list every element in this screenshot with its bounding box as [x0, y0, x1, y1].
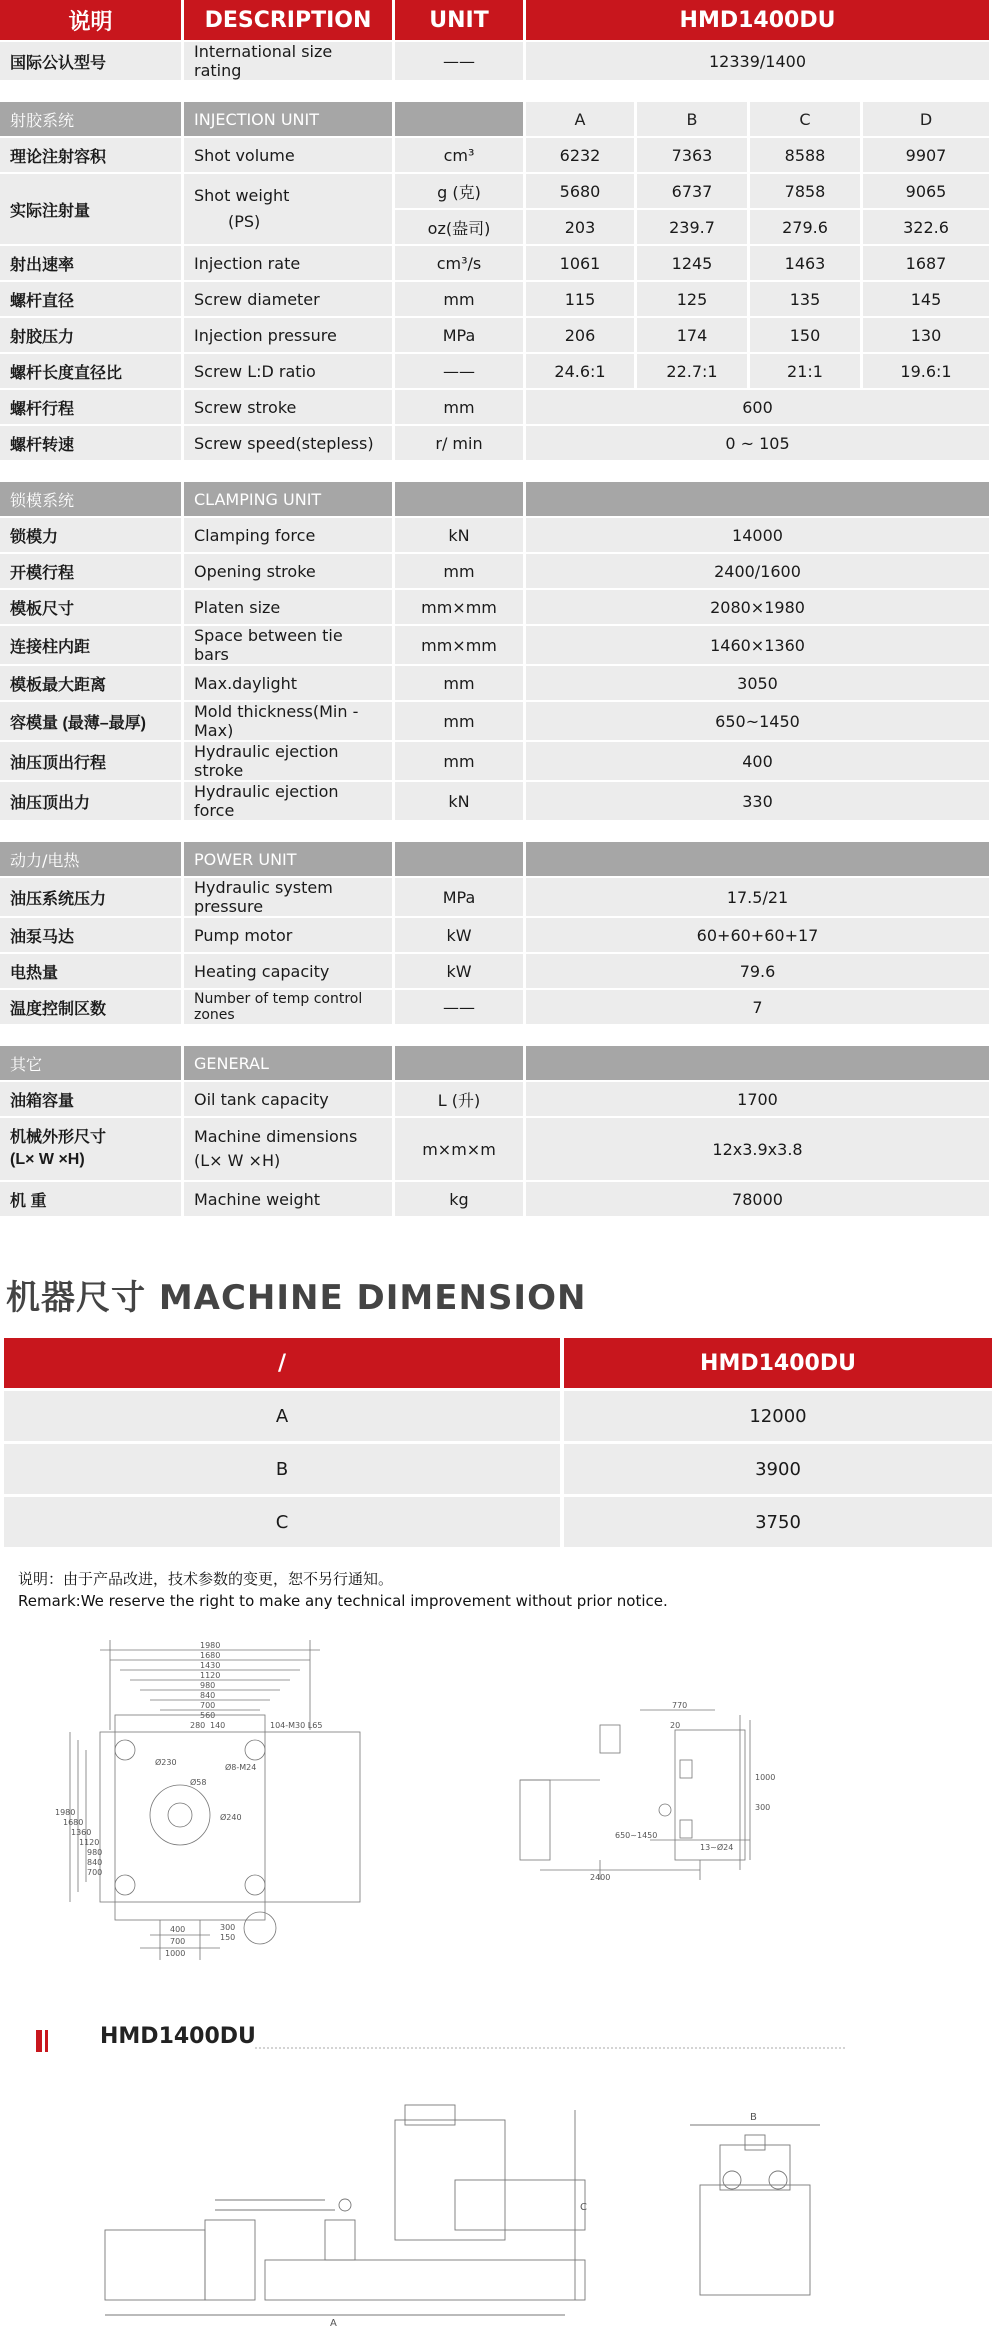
value-a: 6232: [526, 138, 634, 172]
row-label-cn: 螺杆长度直径比: [0, 354, 181, 388]
table-row: [0, 702, 989, 740]
dim-label: 700: [170, 1937, 186, 1946]
dim-label: 1120: [200, 1671, 221, 1680]
row-label-cn: 油泵马达: [0, 918, 181, 952]
row-unit: mm: [395, 390, 523, 424]
dim-label: B: [4, 1444, 560, 1494]
row-unit: ——: [395, 354, 523, 388]
header-description: DESCRIPTION: [184, 0, 392, 40]
top-frame: [405, 2105, 455, 2125]
dim-label: 1980: [55, 1808, 76, 1817]
col-a: A: [526, 102, 634, 136]
value-a: 1061: [526, 246, 634, 280]
section-label-en: CLAMPING UNIT: [184, 482, 392, 516]
section-label-en: INJECTION UNIT: [184, 102, 392, 136]
pump-unit: [325, 2220, 355, 2260]
dim-label: 840: [87, 1858, 103, 1867]
dim-letter-c: C: [580, 2202, 587, 2213]
front-top: [720, 2145, 790, 2190]
row-label-cn: 模板最大距离: [0, 666, 181, 700]
platen-inner: [115, 1715, 265, 1920]
table-row: [0, 1182, 989, 1216]
dim-label: Ø240: [220, 1813, 242, 1822]
tie-bar-hole: [115, 1875, 135, 1895]
row-label-cn: 机 重: [0, 1182, 181, 1216]
center-hole: [168, 1803, 192, 1827]
row-unit: kg: [395, 1182, 523, 1216]
row-unit: kW: [395, 954, 523, 988]
value-b: 1245: [637, 246, 747, 280]
row-value: 650~1450: [526, 702, 989, 740]
row-value: 12x3.9x3.8: [526, 1118, 989, 1180]
dim-label: 1430: [200, 1661, 221, 1670]
row-label-en: Injection rate: [184, 246, 392, 280]
row-unit: L (升): [395, 1082, 523, 1116]
row-unit: cm³/s: [395, 246, 523, 280]
row-label-cn: 连接柱内距: [0, 626, 181, 664]
row-label-en: Screw stroke: [184, 390, 392, 424]
heading-divider: [255, 2046, 845, 2050]
value-d: 9065: [863, 174, 989, 208]
machine-front-view: [680, 2105, 840, 2315]
row-label-cn: 螺杆行程: [0, 390, 181, 424]
table-row: [0, 554, 989, 588]
row-value: 17.5/21: [526, 878, 989, 916]
row-value: 330: [526, 782, 989, 820]
row-unit: mm: [395, 554, 523, 588]
row-label-en: Clamping force: [184, 518, 392, 552]
platen-block: [680, 1820, 692, 1838]
dim-label: 140: [210, 1721, 226, 1730]
pulley: [339, 2199, 351, 2211]
row-unit: r/ min: [395, 426, 523, 460]
dim-label: 1360: [71, 1828, 92, 1837]
section-general: [0, 1046, 989, 1080]
header-unit: UNIT: [395, 0, 523, 40]
table-row: [0, 666, 989, 700]
remark-cn: 说明：由于产品改进，技术参数的变更，恕不另行通知。: [18, 1570, 394, 1588]
row-value: 3050: [526, 666, 989, 700]
row-label-cn: 射胶压力: [0, 318, 181, 352]
table-row: [0, 742, 989, 780]
moving-platen: [675, 1730, 745, 1860]
table-row: [0, 282, 989, 316]
row-unit: ——: [395, 42, 523, 80]
row-label-en: Hydraulic system pressure: [184, 878, 392, 916]
value-d: 322.6: [863, 210, 989, 244]
row-value: 1700: [526, 1082, 989, 1116]
dim-label: 700: [200, 1701, 216, 1710]
section-power: [0, 842, 989, 876]
header-model: HMD1400DU: [526, 0, 989, 40]
tie-bar-hole: [245, 1740, 265, 1760]
row-unit: kN: [395, 518, 523, 552]
row-label-cn: 油压顶出行程: [0, 742, 181, 780]
dim-label: 20: [670, 1721, 681, 1730]
platen-drawing: [55, 1630, 440, 1970]
row-label-cn: 油压顶出力: [0, 782, 181, 820]
value-b: 174: [637, 318, 747, 352]
dim-header-model: HMD1400DU: [564, 1338, 992, 1388]
row-label-en: Screw diameter: [184, 282, 392, 316]
dim-label: 1980: [200, 1641, 221, 1650]
row-label-en: Machine weight: [184, 1182, 392, 1216]
nozzle-detail: [244, 1912, 276, 1944]
value-c: 21:1: [750, 354, 860, 388]
section-label-cn: 射胶系统: [0, 102, 181, 136]
row-label-cn: 实际注射量: [0, 174, 181, 244]
machine-side-view: [95, 2090, 595, 2330]
dim-label: Ø8-M24: [225, 1763, 257, 1772]
dim-value: 3750: [564, 1497, 992, 1547]
row-label-cn: 电热量: [0, 954, 181, 988]
row-value: 79.6: [526, 954, 989, 988]
value-c: 279.6: [750, 210, 860, 244]
dims-label-cn: 机械外形尺寸: [10, 1129, 107, 1146]
row-value: 400: [526, 742, 989, 780]
row-unit: mm: [395, 282, 523, 316]
value-a: 5680: [526, 174, 634, 208]
value-c: 7858: [750, 174, 860, 208]
row-label-en: Shot volume: [184, 138, 392, 172]
row-label-en: [184, 1118, 392, 1180]
dim-letter-a: A: [330, 2318, 337, 2329]
row-unit: MPa: [395, 318, 523, 352]
table-row: [0, 1118, 989, 1180]
row-label-cn: [0, 1118, 181, 1180]
row-unit: g (克): [395, 174, 523, 208]
tie-bar-section: [455, 2180, 585, 2230]
nozzle: [659, 1804, 671, 1816]
dims-label-cn-2: (L× W ×H): [10, 1151, 85, 1168]
table-row: [0, 990, 989, 1024]
row-label-cn: 开模行程: [0, 554, 181, 588]
dim-label: 840: [200, 1691, 216, 1700]
table-row: [0, 390, 989, 424]
row-label-en: Hydraulic ejection stroke: [184, 742, 392, 780]
row-unit: kW: [395, 918, 523, 952]
dim-label: 300: [220, 1923, 236, 1932]
value-c: 8588: [750, 138, 860, 172]
remark: [18, 1568, 668, 1612]
table-header: [0, 0, 989, 40]
section-label-cn: 其它: [0, 1046, 181, 1080]
header-cn: 说明: [0, 0, 181, 40]
injection-unit-base: [105, 2230, 205, 2300]
row-unit: MPa: [395, 878, 523, 916]
col-c: C: [750, 102, 860, 136]
section-label-cn: 动力/电热: [0, 842, 181, 876]
dim-label: Ø58: [190, 1778, 207, 1787]
dimension-header: [4, 1338, 992, 1388]
table-row: [0, 426, 989, 460]
dims-label-en: Machine dimensions: [194, 1127, 358, 1146]
row-label-cn: 螺杆直径: [0, 282, 181, 316]
dim-label: 700: [87, 1868, 103, 1877]
row-label-en: Screw L:D ratio: [184, 354, 392, 388]
row-label-en: Hydraulic ejection force: [184, 782, 392, 820]
row-label-cn: 容模量 (最薄–最厚): [0, 702, 181, 740]
dim-label: 1000: [755, 1773, 776, 1782]
table-row: [0, 1082, 989, 1116]
model-heading: HMD1400DU: [100, 2024, 256, 2049]
table-row: [0, 42, 989, 80]
dim-value: 12000: [564, 1391, 992, 1441]
shot-weight-ps: (PS): [228, 212, 261, 231]
row-label-cn: 油压系统压力: [0, 878, 181, 916]
dimension-table: [0, 1335, 996, 1550]
row-label-cn: 模板尺寸: [0, 590, 181, 624]
row-label-en: Injection pressure: [184, 318, 392, 352]
row-label-en: Opening stroke: [184, 554, 392, 588]
front-hopper: [745, 2135, 765, 2150]
row-unit: mm×mm: [395, 626, 523, 664]
col-b: B: [637, 102, 747, 136]
platen-block: [680, 1760, 692, 1778]
dim-label: 1120: [79, 1838, 100, 1847]
red-bar-icon: [36, 2030, 54, 2052]
dim-label: 1680: [63, 1818, 84, 1827]
table-row: [0, 954, 989, 988]
hopper-area: [205, 2220, 255, 2300]
table-row: [0, 354, 989, 388]
dim-label: Ø230: [155, 1758, 177, 1767]
section-label-en: GENERAL: [184, 1046, 392, 1080]
table-row: [0, 878, 989, 916]
value-a: 203: [526, 210, 634, 244]
value-c: 135: [750, 282, 860, 316]
table-row: [0, 318, 989, 352]
tie-bar-hole: [115, 1740, 135, 1760]
row-label-cn: 螺杆转速: [0, 426, 181, 460]
row-unit: m×m×m: [395, 1118, 523, 1180]
row-value: 2400/1600: [526, 554, 989, 588]
value-a: 206: [526, 318, 634, 352]
row-unit: mm: [395, 666, 523, 700]
value-a: 115: [526, 282, 634, 316]
row-label-en: Number of temp control zones: [184, 990, 392, 1024]
row-label-cn: 国际公认型号: [0, 42, 181, 80]
dim-label: 770: [672, 1701, 688, 1710]
side-drawing: [500, 1700, 860, 1920]
table-row: [0, 590, 989, 624]
front-body: [700, 2185, 810, 2295]
machine-dimension-title: 机器尺寸 MACHINE DIMENSION: [6, 1278, 587, 1318]
row-label-en: Space between tie bars: [184, 626, 392, 664]
section-label-cn: 锁模系统: [0, 482, 181, 516]
table-row: [0, 246, 989, 280]
table-row: [0, 174, 989, 208]
row-label-en: Oil tank capacity: [184, 1082, 392, 1116]
row-label-en: Platen size: [184, 590, 392, 624]
row-label-en: International size rating: [184, 42, 392, 80]
dim-label: C: [4, 1497, 560, 1547]
value-d: 19.6:1: [863, 354, 989, 388]
dims-label-en-2: (L× W ×H): [194, 1151, 281, 1170]
dim-label: 1000: [165, 1949, 186, 1958]
row-value: 0 ~ 105: [526, 426, 989, 460]
value-b: 22.7:1: [637, 354, 747, 388]
row-value: 60+60+60+17: [526, 918, 989, 952]
row-unit: oz(盎司): [395, 210, 523, 244]
row-unit: kN: [395, 782, 523, 820]
row-label-en: Screw speed(stepless): [184, 426, 392, 460]
row-label-en: Pump motor: [184, 918, 392, 952]
row-value: 1460×1360: [526, 626, 989, 664]
row-value: 600: [526, 390, 989, 424]
row-label-cn: 温度控制区数: [0, 990, 181, 1024]
row-label-en: Heating capacity: [184, 954, 392, 988]
row-label-cn: 理论注射容积: [0, 138, 181, 172]
row-label-cn: 射出速率: [0, 246, 181, 280]
value-b: 239.7: [637, 210, 747, 244]
dim-label: 300: [755, 1803, 771, 1812]
tie-bar-hole: [245, 1875, 265, 1895]
dim-label: 1680: [200, 1651, 221, 1660]
value-d: 9907: [863, 138, 989, 172]
row-value: 12339/1400: [526, 42, 989, 80]
table-row: [0, 138, 989, 172]
clamp-base: [265, 2260, 585, 2300]
row-unit: mm×mm: [395, 590, 523, 624]
dim-value: 3900: [564, 1444, 992, 1494]
value-b: 125: [637, 282, 747, 316]
table-row: [0, 782, 989, 820]
section-label-en: POWER UNIT: [184, 842, 392, 876]
frame-top: [600, 1725, 620, 1753]
col-d: D: [863, 102, 989, 136]
value-c: 1463: [750, 246, 860, 280]
value-b: 7363: [637, 138, 747, 172]
value-a: 24.6:1: [526, 354, 634, 388]
dim-label: 400: [170, 1925, 186, 1934]
row-label-en: Max.daylight: [184, 666, 392, 700]
dim-label: 560: [200, 1711, 216, 1720]
table-row: [0, 626, 989, 664]
dim-header-left: /: [4, 1338, 560, 1388]
front-wheel: [769, 2171, 787, 2189]
row-unit: cm³: [395, 138, 523, 172]
row-label-en: Mold thickness(Min -Max): [184, 702, 392, 740]
dim-label: A: [4, 1391, 560, 1441]
section-injection: [0, 102, 989, 136]
row-label-cn: 锁模力: [0, 518, 181, 552]
value-d: 130: [863, 318, 989, 352]
dim-label: 980: [87, 1848, 103, 1857]
table-row: [4, 1444, 992, 1494]
row-value: 14000: [526, 518, 989, 552]
section-clamping: [0, 482, 989, 516]
center-ring: [150, 1785, 210, 1845]
value-c: 150: [750, 318, 860, 352]
table-row: [0, 918, 989, 952]
shot-weight-label: Shot weight: [194, 186, 290, 205]
value-d: 1687: [863, 246, 989, 280]
dim-label: 980: [200, 1681, 216, 1690]
dim-label: 280: [190, 1721, 206, 1730]
row-unit: mm: [395, 702, 523, 740]
front-wheel: [723, 2171, 741, 2189]
dim-label: 650~1450: [615, 1831, 658, 1840]
dim-label: 2400: [590, 1873, 611, 1882]
remark-en: Remark:We reserve the right to make any technical improvement without prior notice.: [18, 1592, 668, 1610]
value-b: 6737: [637, 174, 747, 208]
row-value: 78000: [526, 1182, 989, 1216]
row-unit: ——: [395, 990, 523, 1024]
row-value: 7: [526, 990, 989, 1024]
row-label-cn: 油箱容量: [0, 1082, 181, 1116]
row-value: 2080×1980: [526, 590, 989, 624]
row-unit: mm: [395, 742, 523, 780]
table-row: [4, 1497, 992, 1547]
dim-label: 150: [220, 1933, 236, 1942]
dim-label: 13~Ø24: [700, 1843, 734, 1852]
row-label-en: [184, 174, 392, 244]
dim-letter-b: B: [750, 2112, 757, 2123]
frame-left: [520, 1780, 550, 1860]
table-row: [4, 1391, 992, 1441]
hole-label: 104-M30 L65: [270, 1721, 323, 1730]
value-d: 145: [863, 282, 989, 316]
table-row: [0, 518, 989, 552]
